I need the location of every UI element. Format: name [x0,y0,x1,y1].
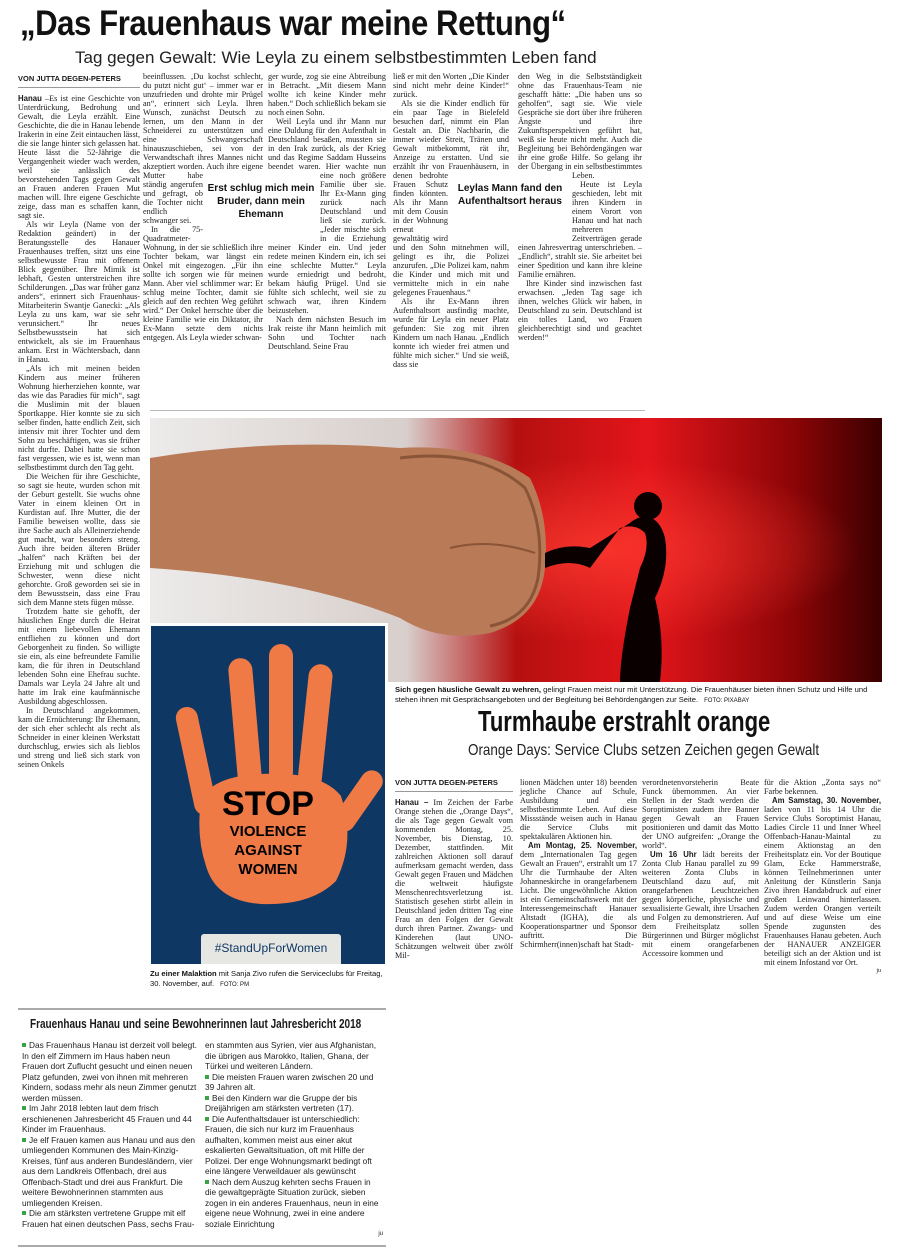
paragraph-text: „Als ich mit meinen beiden Kindern aus meiner früheren Wohnung hierherziehen konnte, war das wie das Paradies für mich“, sagt die Muslimin mit der blauen Sportkappe. Hier konnte sie zu sich selber finden, hatte endlich Zeit, sich intensiv mit ihrer Tochter und dem Sohn zu beschäftigen, was sie früher nicht durfte. Dabei hatte sie schon fast vergessen, wie es ist, wenn man selbstbestimmt durch den Tag geht. [18,364,140,472]
info-box-title: Frauenhaus Hanau und seine Bewohnerinnen laut Jahresbericht 2018 [30,1017,362,1031]
second-column-3 [642,778,759,958]
bullet-item [22,1208,197,1229]
paragraph-text: ger wurde, zog sie eine Abtreibung in Betracht. „Mit diesem Mann wollte ich keine Kinder mehr haben.“ Doch schließlich bekam sie noch einen Sohn. [268,72,386,117]
paragraph [520,778,637,841]
bullet-text: Nach dem Auszug kehrten sechs Frauen in die gewaltgeprägte Situation zurück, sieben zogen in ein anderes Frauenhaus, neun in eine eigene neue Wohnung, zwei in eine andere soziale Einrichtung [205,1176,379,1229]
paragraph-lead: Am Samstag, 30. November, [772,796,881,805]
bullet-text: Im Jahr 2018 lebten laut dem frisch erschienenen Jahresbericht 45 Frauen und 44 Kinder im Frauenhaus. [22,1103,192,1134]
caption-text: mit Sanja Zivo rufen die Serviceclubs für Freitag, 30. November, auf. [150,969,383,988]
paragraph [518,72,642,180]
info-continuation: en stammten aus Syrien, vier aus Afghanistan, die übrigen aus Marokko, Italien, Ghana, der Türkei und weiteren Ländern. [205,1040,377,1071]
paragraph-text: Im Zeichen der Farbe Orange stehen die „Orange Days“, die als Tage gegen Gewalt vom kommenden Montag, 25. November, bis Dienstag, 10. Dezember, stattfinden. Mit zahlreichen Aktionen soll darauf aufmerksam gemacht werden, dass Gewalt gegen Frauen und Mädchen die weltweit häufigste Menschenrechtsverletzung ist. Statistisch gesehen stirbt allein in Deutschland jeden dritten Tag eine Frau an den Folgen der Gewalt durch ihren Partner. Zwangs- und Kinderehen (laut UNO-Schätzungen weltweit über zwölf Mil- [395,798,513,960]
info-box-right [205,1040,383,1240]
paragraph-text: für die Aktion „Zonta says no“ Farbe bekennen. [764,778,881,796]
bullet-item [205,1177,383,1230]
second-column-4 [764,778,881,976]
paragraph-text: ließ er mit den Worten „Die Kinder sind nicht mehr deine Kinder!“ zurück. [393,72,509,99]
paragraph [764,778,881,796]
paragraph-text: Ihre Kinder sind inzwischen fast erwachsen. „Jeden Tag sage ich ihnen, welches Glück wir haben, in Deutschland zu sein. Deutschland ist ein tolles Land, wo Frauen gleichberechtigt sind und geachtet werden!“ [518,279,642,342]
bullet-text: Die am stärksten vertretene Gruppe mit elf Frauen hat einen deutschen Pass, sechs Frau- [22,1208,195,1229]
paragraph-lead: Am Montag, 25. November, [528,841,637,850]
paragraph-text: Heute ist Leyla geschieden, lebt mit ihren Kindern in einem Vorort von Hanau und hat nach mehreren Zeitverträgen gerade einen Jahresvertrag unterschrieben. – „Endlich“, strahlt sie. Sie arbeitet bei einer Spedition und kann ihre kleine Familie ernähren. [518,180,642,279]
lead-column-3 [268,72,386,407]
paragraph-text: den Weg in die Selbstständigkeit ohne das Frauenhaus-Team nie geschafft hätte: „Die haben uns so geholfen“, sagt sie. Wie viele Gespräche sie dort über ihre früheren Ängste und ihre Zukunftsperspektiven geführt hat, weiß sie heute nicht mehr. Auch die Begleitung bei Behördengängen war ihr eine große Hilfe. So gelang ihr der Übergang in ein selbstbestimmtes Leben. [518,72,642,180]
bullet-item [22,1103,197,1135]
bullet-item [205,1093,383,1114]
photo-credit: FOTO: PIXABAY [704,697,750,704]
bullet-icon [22,1211,26,1215]
author-tag: ju [876,968,881,974]
photo-credit: FOTO: PM [220,981,250,988]
paragraph-text: laden von 11 bis 14 Uhr die Service Clubs Soroptimist Hanau, Ladies Circle 11 und Inner Wheel Offenbach-Hanau-Maintal zu einem Aktionstag an den Freiheitsplatz ein. Vor der Boutique Glam, Ecke Hammerstraße, können Teilnehmerinnen unter Anleitung der Künstlerin Sanja Zivo ihren Handabdruck auf einer großen Leinwand hinterlassen. Zudem werden Orangen verteilt und auf diese Weise um eine Spende zugunsten des Frauenhauses Hanau gebeten. Auch der HANAUER ANZEIGER beteiligt sich an der Aktion und ist mit einem Infostand vor Ort. [764,805,881,967]
subheadline: Tag gegen Gewalt: Wie Leyla zu einem selbstbestimmten Leben fand [75,48,597,67]
paragraph-text: lädt bereits der Zonta Club Hanau parallel zu 99 weiteren Zonta Clubs in Deutschland dazu auf, mit orangefarbenen Leuchtzeichen gegen körperliche, physische und sexualisierte Gewalt, ihre Ursachen und Folgen zu demonstrieren. Auf dem Freiheitsplatz sollen Bürgerinnen und Bürger möglichst mit einem orangefarbenen Accessoire kommen und [642,850,759,958]
poster-line: VIOLENCE [229,823,307,840]
paragraph-text: Die Weichen für ihre Geschichte, so sagt sie heute, wurden schon mit der Geburt gestellt. Sie wuchs ohne Vater in einem kleinen Ort in Kurdistan auf. Ihre Mutter, die der Familie beweisen wollte, dass sie ihre Sache auch als Alleinerziehende gut macht, war besonders streng. Auch ihre beiden älteren Brüder „halfen“ nach Kräften bei der Erziehung mit und schlugen die Schwester, wenn diese nicht gehorchte. Groß geworden sei sie in dem Bewusstsein, dass eine Frau sich dem Manne stets fügen müsse. [18,472,140,607]
paragraph-lead: Hanau – [395,798,429,807]
byline: VON JUTTA DEGEN-PETERS [18,74,140,88]
bullet-icon [22,1106,26,1110]
paragraph [143,225,263,342]
paragraph [642,850,759,958]
byline: VON JUTTA DEGEN-PETERS [395,778,513,792]
bullet-icon [205,1075,209,1079]
paragraph-text: In die 75-Quadratmeter-Wohnung, in der sie schließlich ihre Tochter bekam, war längst ein Onkel mit eingezogen. „Für ihn sollte ich sorgen wie für meinen Mann. Aber viel schlimmer war: Er schlug meine Tochter, damit sie gleich auf den rechten Weg geführt wird.“ Der Onkel herrschte über die kleine Familie wie ein Diktator, ihr Ex-Mann setzte dem nichts entgegen. Als Leyla wieder schwan- [143,225,263,342]
paragraph-text: Als wir Leyla (Name von der Redaktion geändert) in der Beratungsstelle des Hanauer Frauenhauses treffen, sitzt uns eine selbstbewusste Frau mit offenem Blick gegenüber. Ihre Mimik ist lebhaft, Gesten unterstreichen ihre Schilderungen. „Das war früher ganz anders“, erinnert sich Frauenhaus-Mitarbeiterin Swantje Ganecki: „Als Leyla zu uns kam, war sie sehr verunsichert.“ Ihr neues Selbstbewusstsein hat sich entwickelt, als sie im Frauenhaus ankam. Erst in Wächtersbach, dann in Hanau. [18,220,140,364]
paragraph [393,72,509,99]
box-top-rule [18,1008,386,1010]
divider [150,410,645,411]
paragraph [268,315,386,351]
paragraph-text: Weil Leyla und ihr Mann nur eine Duldung für den Aufenthalt in Deutschland besaßen, mussten sie in den Irak zurück, als der Krieg und das Regime Saddam Husseins beendet waren. Hier wachte nun eine noch größere Familie über sie. Ihr Ex-Mann ging zurück nach Deutschland und ließ sie zurück. „Jeder mischte sich in die Erziehung meiner Kinder ein. Und jeder redete meinen Kindern ein, ich sei eine schlechte Mutter.“ Leyla wurde erniedrigt und bedroht, bekam häufig Prügel. Und sie fühlte sich schlecht, weil sie zu schwach war, ihren Kindern beizustehen. [268,117,386,315]
paragraph-lead: Um 16 Uhr [650,850,697,859]
paragraph-text: –Es ist eine Geschichte von Unterdrückung, Bedrohung und Gewalt, die Leyla erzählt. Eine Geschichte, die die in Hanau lebende Irakerin in eine Zeit eintauchen lässt, die sie lange hinter sich gelassen hat. Heute lässt die 52-Jährige die Vergangenheit wieder wach werden, weil sie anlässlich des bevorstehenden Tags gegen Gewalt an Frauen anderen Frauen Mut machen will. Ihre eigene Geschichte zeige, dass man es schaffen kann, sagt sie. [18,94,140,220]
bullet-icon [22,1043,26,1047]
second-subheadline: Orange Days: Service Clubs setzen Zeichen gegen Gewalt [468,742,820,759]
paragraph-text: dem „Internationalen Tag gegen Gewalt an Frauen“, erstrahlt um 17 Uhr die Turmhaube der Alten Johanneskirche in orangefarbenem Licht. Die ungewöhnliche Aktion ist ein Gemeinschaftswerk mit der Interessengemeinschaft Hanauer Altstadt (IGHA), die als Kooperationspartner und Sponsor auftritt. Die Schirmherr(innen)schaft hat Stadt- [520,850,637,949]
paragraph [518,279,642,342]
caption-text: gelingt Frauen meist nur mit Unterstützung. Die Frauenhäuser bieten ihnen Schutz und Hilfe und stehen ihnen mit Gesprächsangeboten und der Begleitung bei Behördengängen zur Seite. [395,685,868,704]
paragraph-text: lionen Mädchen unter 18) beenden jegliche Chance auf Schule, Ausbildung und ein selbstbestimmte Leben. Auf diese Missstände weisen auch in Hanau die Service Clubs mit spektakulären Aktionen hin. [520,778,637,841]
paragraph-text: beeinflussen. ‚Du kochst schlecht, du putzt nicht gut‘ – immer war er unzufrieden und drohte mir Prügel an“, erinnert sich Leyla. Ihren Wunsch, zunächst Deutsch zu lernen, um den Mann in der Schneiderei zu unterstützen und eine Schwangerschaft hinauszuschieben, sei von der Verwandtschaft ihres Mannes nicht akzeptiert worden. Auch ihre eigene Mutter habe ständig angerufen und gefragt, ob die Tochter nicht endlich schwanger sei. [143,72,263,225]
author-tag: ju [378,1231,383,1237]
paragraph-text: Nach dem nächsten Besuch im Irak reiste ihr Mann heimlich mit Sohn und Tochter nach Deutschland. Seine Frau [268,315,386,351]
bullet-item [205,1114,383,1177]
paragraph [18,607,140,706]
bullet-text: Die Aufenthaltsdauer ist unterschiedlich: Frauen, die sich nur kurz im Frauenhaus aufhalten, kommen meist aus einer akut eskalierten Gewaltsituation, oft mit Hilfe der Polizei. Der enge Wohnungsmarkt bedingt oft eine längere Verweildauer als gewünscht [205,1113,372,1176]
bullet-icon [22,1138,26,1142]
bullet-text: Die meisten Frauen waren zwischen 20 und 39 Jahren alt. [205,1071,374,1092]
lead-column-2 [143,72,263,407]
lead-column-5 [518,72,642,407]
paragraph [520,841,637,949]
paragraph [268,72,386,117]
poster-line: WOMEN [238,861,298,878]
caption-lead: Sich gegen häusliche Gewalt zu wehren, [395,685,542,694]
info-box-left [22,1040,197,1229]
bullet-icon [205,1096,209,1100]
poster-caption [150,969,385,990]
bullet-text: Das Frauenhaus Hanau ist derzeit voll belegt. In den elf Zimmern im Haus haben neun Frauen dort Zuflucht gesucht und einen neuen Platz gefunden, zwei von ihnen mit mehreren Kindern, sodass mehr als neun Zimmer genutzt werden müssen. [22,1040,197,1103]
lead-column-1 [18,74,140,1004]
second-column-2 [520,778,637,949]
bullet-text: Je elf Frauen kamen aus Hanau und aus den umliegenden Kommunen des Main-Kinzig-Kreises, fünf aus anderen Bundesländern, vier aus dem Landkreis Offenbach, drei aus Offenbach-Stadt und drei aus Frankfurt. Die weitere Bewohnerinnen stammten aus umliegenden Kreisen. [22,1134,196,1208]
box-bottom-rule [18,1245,386,1247]
paragraph [642,778,759,850]
paragraph-lead: Hanau [18,94,42,103]
pull-quote: Erst schlug mich mein Bruder, dann mein Ehemann [207,183,315,220]
paragraph [18,220,140,364]
caption-lead: Zu einer Malaktion [150,969,217,978]
photo-caption [395,685,882,706]
paragraph [18,364,140,472]
bullet-item [205,1072,383,1093]
paragraph [18,94,140,220]
pull-quote: Leylas Mann fand den Aufenthaltsort heraus [457,183,563,207]
paragraph-text: verordnetenvorsteherin Beate Funck übernommen. An vier Stellen in der Stadt werden die Soroptimisten zudem ihre Banner gegen Gewalt an Frauen positionieren und damit das Motto der UNO aufgreifen: „Orange the world“. [642,778,759,850]
paragraph-text: Als ihr Ex-Mann ihren Aufenthaltsort ausfindig machte, wurde für Leyla ein neuer Platz gefunden: Sie zog mit ihren Kindern um nach Hanau. „Endlich konnte ich wieder frei atmen und fühlte mich sicher.“ Und sie weiß, dass sie [393,297,509,369]
bullet-text: Bei den Kindern war die Gruppe der bis Dreijährigen am stärksten vertreten (17). [205,1092,358,1113]
bullet-icon [205,1117,209,1121]
paragraph [764,796,881,967]
paragraph [393,297,509,369]
headline: „Das Frauenhaus war meine Rettung“ [20,4,566,43]
bullet-icon [205,1180,209,1184]
poster-stop: STOP [222,785,314,823]
second-headline: Turmhaube erstrahlt orange [478,706,771,738]
lead-column-4 [393,72,509,407]
hashtag-label: #StandUpForWomen [201,934,341,964]
bullet-item [22,1040,197,1103]
poster-line: AGAINST [234,842,302,859]
second-column-1 [395,778,513,960]
stop-violence-poster [148,623,388,967]
paragraph [395,798,513,960]
paragraph [18,706,140,769]
paragraph-text: In Deutschland angekommen, kam die Ernüchterung: Ihr Ehemann, der sich eher schlecht als recht als Schneider in einer kleinen Werkstatt durchschlug, erwies sich als lieblos und streng und ließ sich stark von seinen Onkels [18,706,140,769]
paragraph-text: Trotzdem hatte sie gehofft, der häuslichen Enge durch die Heirat mit einem liebevollen Ehemann entfliehen zu können und dort Geborgenheit zu finden. So willigte sie ein, als eine befreundete Familie kam, die für ihren in Deutschland lebenden Sohn eine Ehefrau suchte. Damals war Leyla 24 Jahre alt und hatte im Irak eine kaufmännische Ausbildung abgeschlossen. [18,607,140,706]
bullet-item [22,1135,197,1209]
paragraph [18,472,140,607]
paragraph-text: Als sie die Kinder endlich für ein paar Tage in Bielefeld besuchen darf, nimmt ein Plan Gestalt an. Die Nachbarin, die immer wieder Streit, Tränen und Gewalt mitbekommt, rät ihr, Anzeige zu erstatten. Und sie erzählt ihr von Frauenhäusern, in denen bedrohte Frauen Schutz finden könnten. Als ihr Mann mit dem Cousin in der Wohnung erneut gewalttätig wird und den Sohn mitnehmen will, gelingt es ihr, die Polizei anzurufen. „Die Polizei kam, nahm die Kinder und mich mit und vermittelte mich in ein nahe gelegenes Frauenhaus.“ [393,99,509,297]
